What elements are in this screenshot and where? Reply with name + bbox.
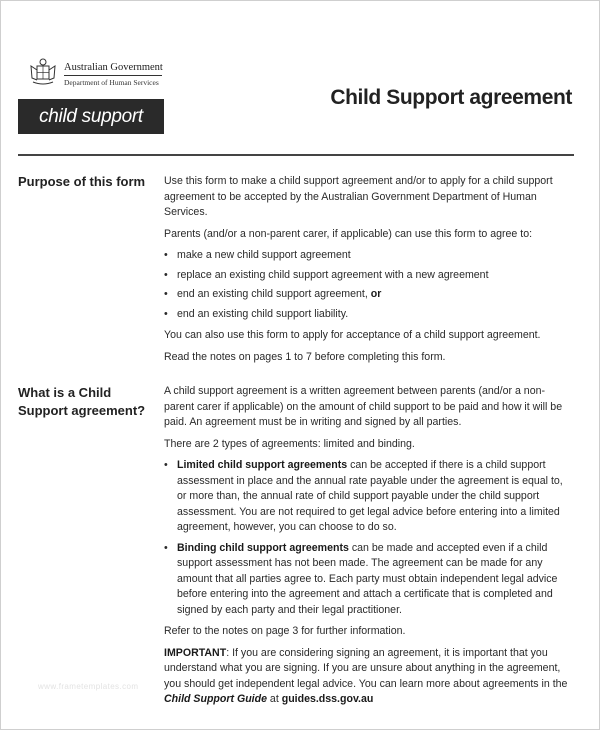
bullet-icon: • bbox=[164, 268, 168, 281]
guide-name: Child Support Guide bbox=[164, 693, 267, 705]
logo-text: child support bbox=[39, 105, 143, 127]
list-item bbox=[164, 541, 574, 619]
what-paragraph-2: There are 2 types of agreements: limited and binding. bbox=[164, 437, 415, 450]
what-body bbox=[164, 384, 574, 714]
purpose-list bbox=[164, 248, 574, 322]
list-item: • end an existing child support liability. bbox=[164, 307, 574, 323]
limited-description: can be accepted if there is a child support assessment in place and the annual rate payable under the agreement is equal to, or more than, the annual rate of child support payable under the child support assessment. You are not required to get legal advice before entering into a limited agreement, however, you can choose to do so. bbox=[177, 459, 563, 533]
important-note: IMPORTANT: If you are considering signing an agreement, it is important that you understand what you are signing. If you are unsure about anything in the agreement, you should get independent legal advice. You can learn more about agreements in the Child Support Guide at guides.dss.gov.au bbox=[164, 646, 568, 705]
department-name: Department of Human Services bbox=[64, 78, 159, 87]
coat-of-arms-icon bbox=[28, 56, 58, 88]
purpose-paragraph-2: Parents (and/or a non-parent carer, if applicable) can use this form to agree to: bbox=[164, 227, 533, 240]
document-title: Child Support agreement bbox=[330, 86, 572, 109]
list-item: • end an existing child support agreement, or bbox=[164, 287, 574, 303]
binding-description: can be made and accepted even if a child support assessment has not been made. The agreement can be made for any amount that all parties agree to. Each party must obtain independent legal advice before entering into the agreement and attach a certificate that is completed and signed by each party and their legal practitioner. bbox=[177, 541, 558, 616]
list-item: • make a new child support agreement bbox=[164, 248, 574, 264]
limited-term: Limited child support agreements bbox=[177, 459, 348, 471]
purpose-heading: Purpose of this form bbox=[18, 174, 146, 189]
purpose-body bbox=[164, 174, 574, 371]
government-rule bbox=[64, 75, 162, 76]
purpose-paragraph-4: Read the notes on pages 1 to 7 before completing this form. bbox=[164, 350, 446, 363]
bullet-icon: • bbox=[164, 288, 168, 300]
what-paragraph-1: A child support agreement is a written agreement between parents (and/or a non-parent carer if applicable) on the amount of child support to be paid and how it will be paid. An agreement must be in writing and signed by all parties. bbox=[164, 385, 563, 428]
page-header bbox=[18, 52, 574, 152]
what-paragraph-3: Refer to the notes on page 3 for further information. bbox=[164, 625, 406, 637]
bullet-icon: • bbox=[164, 541, 168, 554]
watermark: www.frametemplates.com bbox=[38, 682, 139, 691]
list-item bbox=[164, 458, 574, 536]
list-item: • replace an existing child support agreement with a new agreement bbox=[164, 268, 574, 284]
important-label: IMPORTANT bbox=[164, 646, 227, 659]
purpose-paragraph-1: Use this form to make a child support agreement and/or to apply for a child support agreement to be accepted by the Australian Government Department of Human Services. bbox=[164, 175, 553, 218]
or-word: or bbox=[370, 288, 382, 300]
binding-term: Binding child support agreements bbox=[177, 541, 349, 554]
government-name: Australian Government bbox=[64, 62, 163, 73]
bullet-icon: • bbox=[164, 307, 168, 320]
what-heading: What is a Child Support agreement? bbox=[18, 385, 146, 418]
header-divider bbox=[18, 154, 574, 156]
purpose-paragraph-3: You can also use this form to apply for acceptance of a child support agreement. bbox=[164, 329, 541, 341]
bullet-icon: • bbox=[164, 249, 168, 261]
bullet-icon: • bbox=[164, 459, 168, 471]
guide-link[interactable]: guides.dss.gov.au bbox=[281, 693, 374, 705]
child-support-logo bbox=[18, 99, 164, 134]
agreement-types-list bbox=[164, 458, 574, 618]
